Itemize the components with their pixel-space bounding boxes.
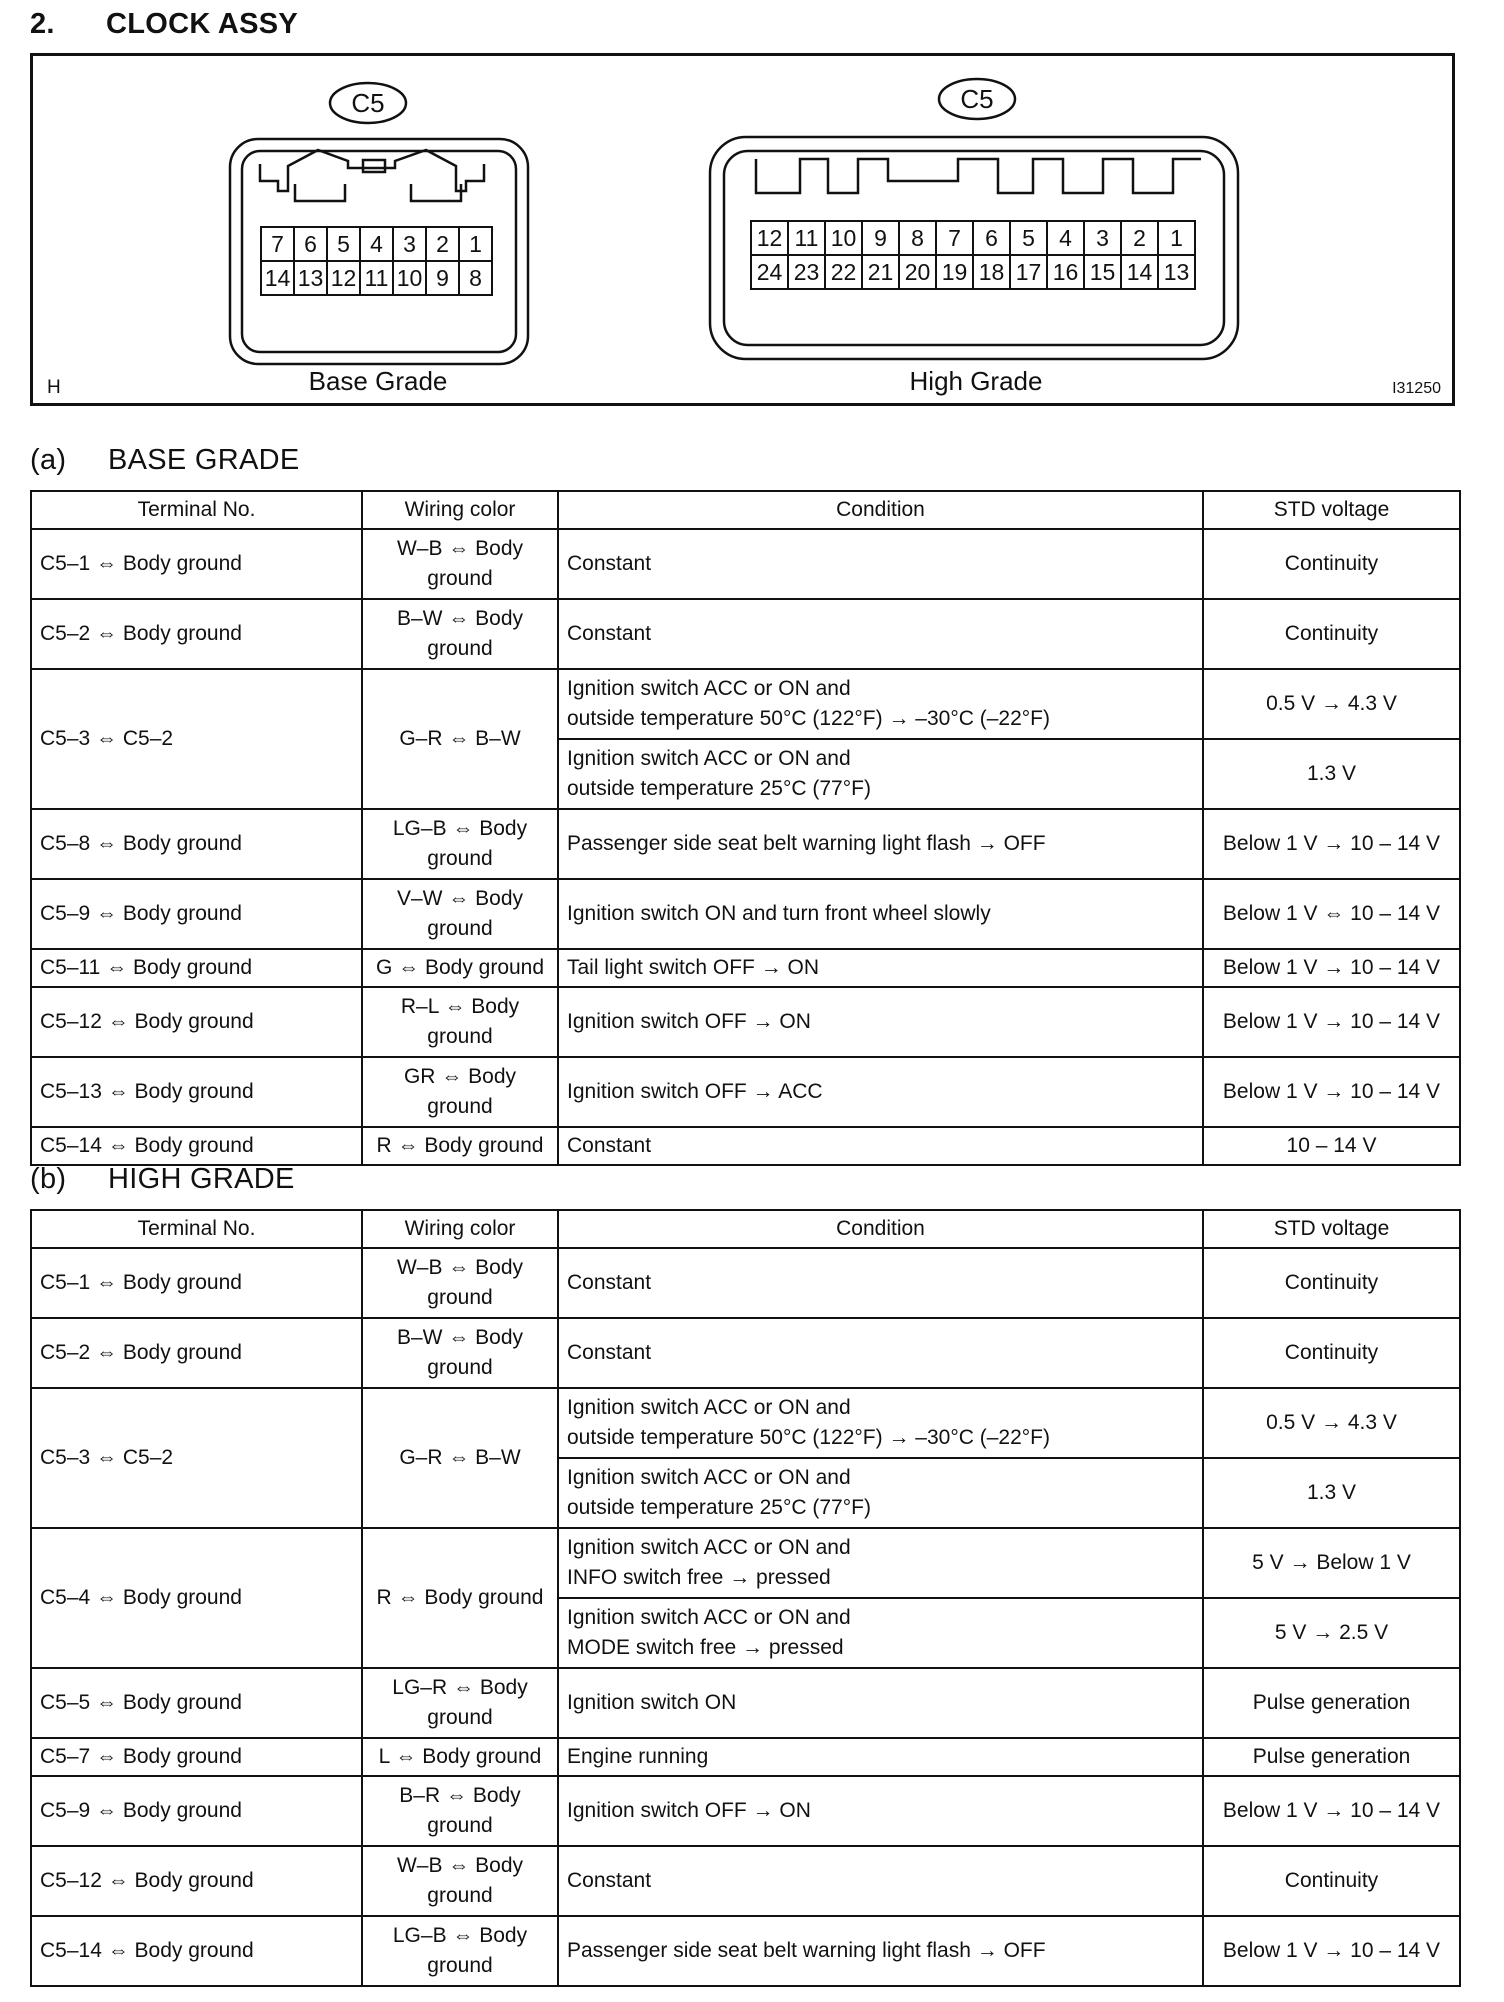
- connector-diagram: [33, 56, 1452, 403]
- condition-cell: [558, 879, 1203, 949]
- wiring-cell: [362, 1776, 558, 1846]
- wiring-cell-text: G–R ⇔ B–W: [399, 1446, 521, 1469]
- wiring-cell-text: GR ⇔ Body ground: [403, 1065, 517, 1118]
- wiring-cell-text: B–W ⇔ Body ground: [396, 1326, 524, 1379]
- voltage-cell: [1203, 1388, 1460, 1458]
- table-header-row: [31, 1210, 1460, 1248]
- condition-header: [558, 491, 1203, 529]
- table-row: [31, 1776, 1460, 1846]
- wiring-header-text: Wiring color: [404, 1217, 516, 1240]
- voltage-header-text: STD voltage: [1273, 498, 1390, 521]
- table-row: [31, 1127, 1460, 1165]
- condition-cell: [558, 1776, 1203, 1846]
- voltage-cell-text: Pulse generation: [1252, 1691, 1411, 1714]
- terminal-cell-text: C5–9 ⇔ Body ground: [40, 902, 242, 925]
- wiring-cell: [362, 1248, 558, 1318]
- high-pin-number: 6: [985, 225, 998, 251]
- condition-cell-text: Ignition switch OFF → ON: [567, 1799, 811, 1822]
- voltage-cell: [1203, 1318, 1460, 1388]
- wiring-cell: [362, 669, 558, 809]
- terminal-cell: [31, 1528, 362, 1668]
- condition-cell: [558, 1598, 1203, 1668]
- high-pin-number: 11: [794, 225, 819, 251]
- table-header-row: [31, 491, 1460, 529]
- condition-cell: [558, 1458, 1203, 1528]
- wiring-cell: [362, 599, 558, 669]
- voltage-cell-text: Below 1 V ⇔ 10 – 14 V: [1222, 902, 1441, 925]
- figure-code: I31250: [1392, 380, 1441, 397]
- voltage-cell: [1203, 1458, 1460, 1528]
- table-row: [31, 987, 1460, 1057]
- base-pin-number: 14: [264, 265, 291, 291]
- high-pin-number: 12: [756, 225, 783, 251]
- high-grade-letter: (b): [30, 1163, 67, 1195]
- wiring-cell: [362, 1738, 558, 1776]
- wiring-cell-text: W–B ⇔ Body ground: [396, 1256, 524, 1309]
- terminal-cell: [31, 809, 362, 879]
- high-pin-number: 13: [1163, 259, 1190, 285]
- table-row: [31, 1738, 1460, 1776]
- voltage-cell-text: 5 V → 2.5 V: [1274, 1621, 1389, 1644]
- section-number: 2.: [30, 8, 55, 40]
- voltage-cell: [1203, 1057, 1460, 1127]
- table-row: [31, 599, 1460, 669]
- condition-cell-text: Ignition switch ON and turn front wheel slowly: [567, 902, 991, 925]
- high-grade-heading: [30, 1163, 295, 1196]
- high-pin-number: 4: [1059, 225, 1072, 251]
- terminal-cell-text: C5–4 ⇔ Body ground: [40, 1586, 242, 1609]
- voltage-cell: [1203, 949, 1460, 987]
- voltage-cell-text: Continuity: [1284, 552, 1379, 575]
- wiring-cell-text: G ⇔ Body ground: [375, 956, 545, 979]
- terminal-cell: [31, 1388, 362, 1528]
- connector-figure: [30, 53, 1455, 406]
- wiring-cell: [362, 1668, 558, 1738]
- terminal-cell: [31, 1248, 362, 1318]
- voltage-cell-text: Below 1 V → 10 – 14 V: [1222, 1799, 1441, 1822]
- voltage-cell: [1203, 599, 1460, 669]
- wiring-cell-text: B–R ⇔ Body ground: [399, 1784, 521, 1837]
- condition-cell-text: Ignition switch OFF → ACC: [567, 1080, 823, 1103]
- table-row: [31, 1668, 1460, 1738]
- condition-cell: [558, 529, 1203, 599]
- high-pin-number: 1: [1170, 225, 1183, 251]
- terminal-cell-text: C5–1 ⇔ Body ground: [40, 1271, 242, 1294]
- terminal-cell-text: C5–3 ⇔ C5–2: [40, 1446, 174, 1469]
- terminal-header-text: Terminal No.: [137, 1217, 256, 1240]
- condition-cell: [558, 1738, 1203, 1776]
- section-heading: [30, 8, 298, 41]
- high-pin-number: 18: [978, 259, 1005, 285]
- terminal-cell-text: C5–2 ⇔ Body ground: [40, 622, 242, 645]
- condition-header-text: Condition: [836, 498, 925, 521]
- wiring-cell: [362, 1127, 558, 1165]
- condition-cell-text: Ignition switch ON: [567, 1691, 737, 1714]
- condition-cell: [558, 599, 1203, 669]
- base-pin-number: 4: [370, 231, 383, 257]
- condition-cell-text: Ignition switch ACC or ON and INFO switch free → pressed: [567, 1536, 851, 1589]
- high-pin-number: 20: [904, 259, 931, 285]
- high-pin-number: 2: [1133, 225, 1146, 251]
- base-pin-number: 11: [364, 265, 389, 291]
- high-pin-number: 16: [1052, 259, 1079, 285]
- terminal-cell: [31, 949, 362, 987]
- voltage-cell: [1203, 987, 1460, 1057]
- terminal-cell-text: C5–13 ⇔ Body ground: [40, 1080, 254, 1103]
- high-pin-number: 7: [948, 225, 961, 251]
- voltage-cell-text: 0.5 V → 4.3 V: [1266, 1411, 1397, 1434]
- voltage-cell-text: Below 1 V → 10 – 14 V: [1222, 1939, 1441, 1962]
- terminal-cell: [31, 599, 362, 669]
- condition-cell-text: Constant: [567, 622, 652, 645]
- voltage-cell-text: Below 1 V → 10 – 14 V: [1222, 1080, 1441, 1103]
- wiring-cell-text: LG–B ⇔ Body ground: [392, 817, 528, 870]
- terminal-cell: [31, 1776, 362, 1846]
- voltage-header: [1203, 491, 1460, 529]
- condition-cell: [558, 739, 1203, 809]
- terminal-cell: [31, 1846, 362, 1916]
- table-row: [31, 1528, 1460, 1598]
- wiring-cell-text: L ⇔ Body ground: [378, 1745, 542, 1768]
- base-pin-number: 12: [330, 265, 357, 291]
- wiring-header: [362, 491, 558, 529]
- condition-cell-text: Constant: [567, 552, 652, 575]
- voltage-cell: [1203, 809, 1460, 879]
- terminal-cell: [31, 1318, 362, 1388]
- voltage-cell: [1203, 1776, 1460, 1846]
- wiring-cell-text: V–W ⇔ Body ground: [396, 887, 524, 940]
- condition-cell-text: Ignition switch ACC or ON and outside temperature 25°C (77°F): [567, 1466, 871, 1519]
- table-row: [31, 949, 1460, 987]
- wiring-cell-text: R–L ⇔ Body ground: [400, 995, 520, 1048]
- condition-cell-text: Ignition switch ACC or ON and outside temperature 25°C (77°F): [567, 747, 871, 800]
- voltage-cell-text: Below 1 V → 10 – 14 V: [1222, 832, 1441, 855]
- voltage-header: [1203, 1210, 1460, 1248]
- high-pin-number: 24: [756, 259, 783, 285]
- terminal-cell-text: C5–8 ⇔ Body ground: [40, 832, 242, 855]
- wiring-cell: [362, 529, 558, 599]
- voltage-cell: [1203, 669, 1460, 739]
- high-pin-number: 17: [1015, 259, 1042, 285]
- wiring-cell: [362, 949, 558, 987]
- condition-cell-text: Engine running: [567, 1745, 709, 1768]
- wiring-header: [362, 1210, 558, 1248]
- voltage-cell-text: Below 1 V → 10 – 14 V: [1222, 1010, 1441, 1033]
- base-grade-caption: Base Grade: [308, 366, 448, 396]
- wiring-cell-text: LG–B ⇔ Body ground: [392, 1924, 528, 1977]
- condition-cell: [558, 1248, 1203, 1318]
- voltage-cell-text: 5 V → Below 1 V: [1252, 1551, 1411, 1574]
- table-row: [31, 529, 1460, 599]
- high-grade-table: [30, 1209, 1461, 1987]
- wiring-cell: [362, 809, 558, 879]
- voltage-cell: [1203, 529, 1460, 599]
- terminal-cell-text: C5–1 ⇔ Body ground: [40, 552, 242, 575]
- terminal-header: [31, 491, 362, 529]
- voltage-cell-text: 0.5 V → 4.3 V: [1266, 692, 1397, 715]
- condition-cell-text: Ignition switch ACC or ON and MODE switch free → pressed: [567, 1606, 851, 1659]
- condition-cell-text: Tail light switch OFF → ON: [567, 956, 820, 979]
- terminal-cell: [31, 1738, 362, 1776]
- table-row: [31, 1846, 1460, 1916]
- high-grade-title: HIGH GRADE: [108, 1163, 295, 1195]
- high-connector-label: C5: [960, 84, 994, 114]
- wiring-cell: [362, 987, 558, 1057]
- base-grade-table: [30, 490, 1461, 1166]
- wiring-cell-text: W–B ⇔ Body ground: [396, 1854, 524, 1907]
- condition-cell-text: Constant: [567, 1271, 652, 1294]
- voltage-cell-text: Pulse generation: [1252, 1745, 1411, 1768]
- condition-cell-text: Passenger side seat belt warning light flash → OFF: [567, 1939, 1046, 1962]
- wiring-cell: [362, 1846, 558, 1916]
- base-grade-title: BASE GRADE: [108, 444, 300, 476]
- table-row: [31, 1057, 1460, 1127]
- condition-cell: [558, 669, 1203, 739]
- condition-cell: [558, 1057, 1203, 1127]
- condition-header: [558, 1210, 1203, 1248]
- base-grade-heading: [30, 444, 300, 477]
- wiring-cell: [362, 879, 558, 949]
- terminal-cell: [31, 1668, 362, 1738]
- table-row: [31, 1916, 1460, 1986]
- voltage-cell: [1203, 1668, 1460, 1738]
- table-row: [31, 669, 1460, 739]
- voltage-cell: [1203, 1248, 1460, 1318]
- terminal-header-text: Terminal No.: [137, 498, 256, 521]
- terminal-cell: [31, 987, 362, 1057]
- terminal-cell-text: C5–14 ⇔ Body ground: [40, 1134, 254, 1157]
- section-title: CLOCK ASSY: [106, 8, 299, 40]
- voltage-cell-text: 10 – 14 V: [1286, 1134, 1377, 1157]
- high-pin-number: 21: [867, 259, 894, 285]
- base-pin-number: 2: [436, 231, 449, 257]
- wiring-header-text: Wiring color: [404, 498, 516, 521]
- base-pin-number: 8: [469, 265, 482, 291]
- voltage-cell: [1203, 1598, 1460, 1668]
- condition-cell-text: Passenger side seat belt warning light flash → OFF: [567, 832, 1046, 855]
- high-pin-number: 3: [1096, 225, 1109, 251]
- voltage-header-text: STD voltage: [1273, 1217, 1390, 1240]
- wiring-cell: [362, 1916, 558, 1986]
- condition-cell: [558, 949, 1203, 987]
- terminal-cell-text: C5–2 ⇔ Body ground: [40, 1341, 242, 1364]
- terminal-cell-text: C5–7 ⇔ Body ground: [40, 1745, 242, 1768]
- high-pin-number: 23: [793, 259, 820, 285]
- condition-header-text: Condition: [836, 1217, 925, 1240]
- wiring-cell: [362, 1388, 558, 1528]
- voltage-cell-text: Continuity: [1284, 1341, 1379, 1364]
- voltage-cell: [1203, 1846, 1460, 1916]
- table-row: [31, 1388, 1460, 1458]
- base-pin-number: 13: [297, 265, 324, 291]
- voltage-cell: [1203, 1916, 1460, 1986]
- voltage-cell-text: 1.3 V: [1306, 1481, 1357, 1504]
- voltage-cell-text: 1.3 V: [1306, 762, 1357, 785]
- wiring-cell-text: G–R ⇔ B–W: [399, 727, 521, 750]
- base-grade-letter: (a): [30, 444, 67, 476]
- terminal-cell: [31, 669, 362, 809]
- wiring-cell: [362, 1318, 558, 1388]
- high-pin-number: 22: [830, 259, 857, 285]
- voltage-cell: [1203, 1738, 1460, 1776]
- terminal-cell-text: C5–12 ⇔ Body ground: [40, 1869, 254, 1892]
- high-pin-number: 10: [830, 225, 857, 251]
- condition-cell: [558, 1916, 1203, 1986]
- condition-cell: [558, 809, 1203, 879]
- voltage-cell-text: Continuity: [1284, 1271, 1379, 1294]
- voltage-cell-text: Continuity: [1284, 1869, 1379, 1892]
- high-pin-number: 19: [941, 259, 968, 285]
- high-pin-number: 14: [1126, 259, 1153, 285]
- table-row: [31, 879, 1460, 949]
- wiring-cell-text: B–W ⇔ Body ground: [396, 607, 524, 660]
- wiring-cell-text: LG–R ⇔ Body ground: [392, 1676, 528, 1729]
- corner-label: H: [47, 377, 61, 398]
- base-pin-number: 7: [271, 231, 284, 257]
- base-connector-label: C5: [351, 88, 385, 118]
- condition-cell: [558, 1388, 1203, 1458]
- wiring-cell: [362, 1057, 558, 1127]
- voltage-cell-text: Continuity: [1284, 622, 1379, 645]
- base-pin-number: 1: [469, 231, 482, 257]
- high-pin-number: 9: [874, 225, 887, 251]
- voltage-cell-text: Below 1 V → 10 – 14 V: [1222, 956, 1441, 979]
- voltage-cell: [1203, 879, 1460, 949]
- high-pin-number: 15: [1089, 259, 1116, 285]
- voltage-cell: [1203, 739, 1460, 809]
- terminal-cell: [31, 1127, 362, 1165]
- table-row: [31, 1318, 1460, 1388]
- voltage-cell: [1203, 1528, 1460, 1598]
- terminal-cell: [31, 879, 362, 949]
- condition-cell-text: Ignition switch OFF → ON: [567, 1010, 811, 1033]
- terminal-cell-text: C5–5 ⇔ Body ground: [40, 1691, 242, 1714]
- terminal-cell: [31, 529, 362, 599]
- base-pin-number: 10: [396, 265, 423, 291]
- condition-cell: [558, 987, 1203, 1057]
- base-pin-number: 3: [403, 231, 416, 257]
- condition-cell-text: Ignition switch ACC or ON and outside temperature 50°C (122°F) → –30°C (–22°F): [567, 677, 1050, 730]
- table-row: [31, 1248, 1460, 1318]
- condition-cell: [558, 1528, 1203, 1598]
- condition-cell-text: Constant: [567, 1869, 652, 1892]
- voltage-cell: [1203, 1127, 1460, 1165]
- wiring-cell: [362, 1528, 558, 1668]
- wiring-cell-text: W–B ⇔ Body ground: [396, 537, 524, 590]
- terminal-cell-text: C5–3 ⇔ C5–2: [40, 727, 174, 750]
- condition-cell-text: Ignition switch ACC or ON and outside temperature 50°C (122°F) → –30°C (–22°F): [567, 1396, 1050, 1449]
- terminal-cell-text: C5–11 ⇔ Body ground: [40, 956, 253, 979]
- condition-cell-text: Constant: [567, 1341, 652, 1364]
- terminal-cell: [31, 1916, 362, 1986]
- table-row: [31, 809, 1460, 879]
- condition-cell: [558, 1318, 1203, 1388]
- condition-cell-text: Constant: [567, 1134, 652, 1157]
- high-pin-number: 5: [1022, 225, 1035, 251]
- terminal-cell-text: C5–14 ⇔ Body ground: [40, 1939, 254, 1962]
- high-grade-caption: High Grade: [909, 366, 1043, 396]
- terminal-cell-text: C5–12 ⇔ Body ground: [40, 1010, 254, 1033]
- condition-cell: [558, 1127, 1203, 1165]
- base-pin-number: 6: [304, 231, 317, 257]
- terminal-cell-text: C5–9 ⇔ Body ground: [40, 1799, 242, 1822]
- high-pin-number: 8: [911, 225, 924, 251]
- terminal-cell: [31, 1057, 362, 1127]
- wiring-cell-text: R ⇔ Body ground: [376, 1586, 544, 1609]
- base-pin-number: 5: [337, 231, 350, 257]
- condition-cell: [558, 1846, 1203, 1916]
- base-pin-number: 9: [436, 265, 449, 291]
- wiring-cell-text: R ⇔ Body ground: [376, 1134, 544, 1157]
- terminal-header: [31, 1210, 362, 1248]
- condition-cell: [558, 1668, 1203, 1738]
